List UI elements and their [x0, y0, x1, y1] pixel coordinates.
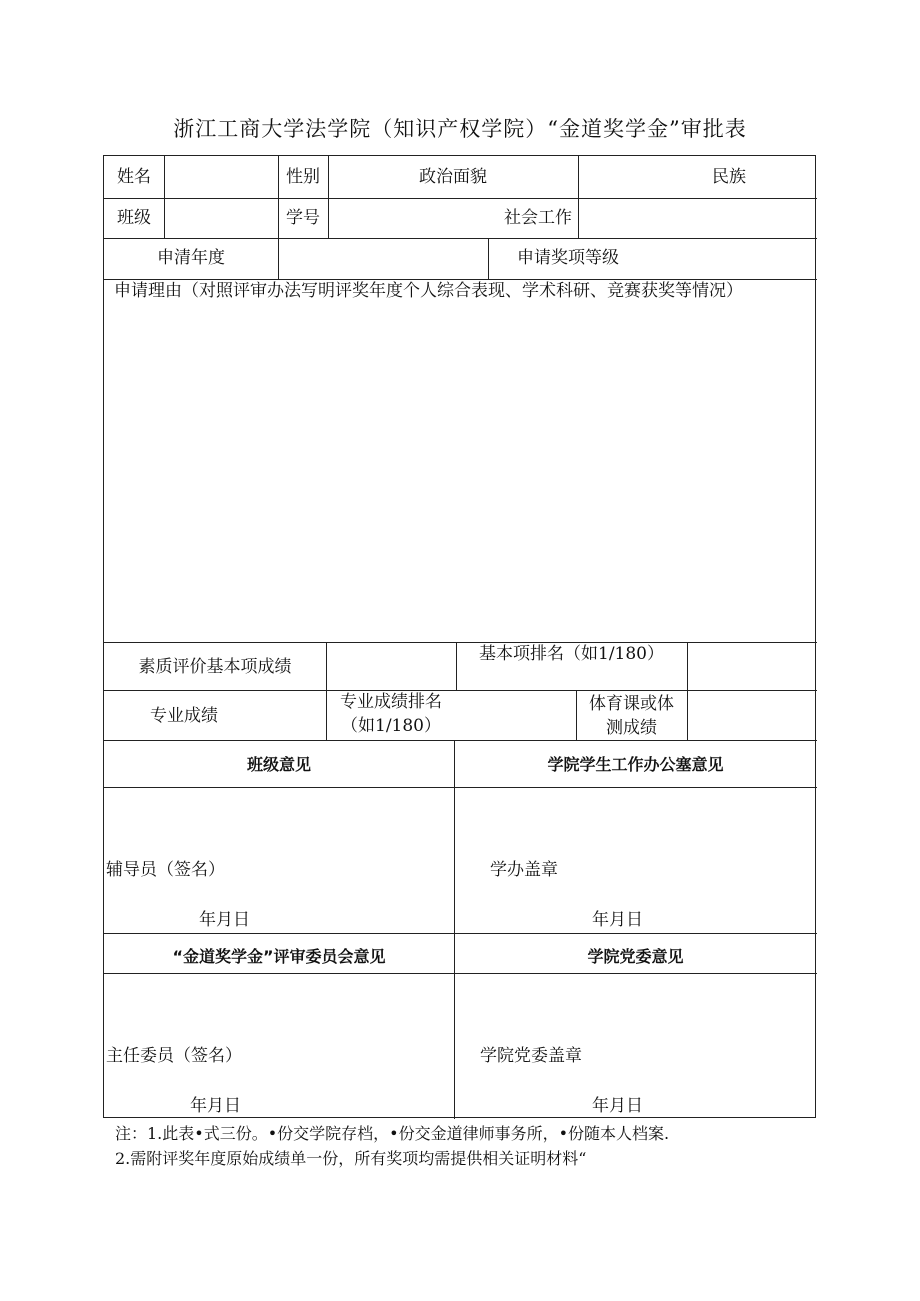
col-divider	[328, 156, 329, 238]
row-divider	[104, 690, 817, 691]
row-divider	[104, 787, 817, 788]
page-title: 浙江工商大学法学院（知识产权学院）“金道奖学金”审批表	[173, 117, 747, 141]
award-level-label: 申请奖项等级	[517, 248, 619, 268]
col-divider	[488, 238, 489, 279]
application-reason-label: 申请理由（对照评审办法写明评奖年度个人综合表现、学术科研、竞赛获奖等情况）	[114, 281, 743, 301]
note-line-1: 注：1.此表•式三份。•份交学院存档，•份交金道律师事务所，•份随本人档案.	[115, 1124, 670, 1143]
major-rank-label-line1: 专业成绩排名	[340, 692, 442, 712]
committee-opinion-date: 年月日	[190, 1096, 241, 1116]
office-opinion-heading: 学院学生工作办公塞意见	[547, 755, 724, 774]
note-line-2: 2.需附评奖年度原始成绩单一份，所有奖项均需提供相关证明材料“	[115, 1149, 587, 1168]
row-divider	[104, 933, 817, 934]
party-opinion-date: 年月日	[592, 1096, 643, 1116]
row-divider	[104, 198, 817, 199]
basic-rank-label: 基本项排名（如1/180）	[479, 644, 664, 664]
approval-form	[103, 155, 816, 1118]
gender-label: 性别	[286, 167, 320, 187]
class-label: 班级	[117, 208, 151, 228]
pe-score-label-line1: 体育课或体	[589, 694, 674, 714]
row-divider	[104, 740, 817, 741]
ethnicity-label: 民族	[712, 167, 746, 187]
committee-opinion-heading: “金道奖学金”评审委员会意见	[172, 947, 386, 966]
student-id-label: 学号	[286, 208, 320, 228]
party-seal-label: 学院党委盖章	[480, 1046, 582, 1066]
col-divider	[278, 238, 279, 279]
class-opinion-heading: 班级意见	[246, 755, 311, 774]
party-opinion-heading: 学院党委意见	[587, 947, 684, 966]
col-divider	[687, 642, 688, 740]
counselor-signature-label: 辅导员（签名）	[106, 860, 225, 880]
office-opinion-date: 年月日	[592, 910, 643, 930]
col-divider	[578, 156, 579, 238]
col-divider	[454, 740, 455, 1119]
political-status-label: 政治面貌	[419, 167, 487, 187]
col-divider	[164, 156, 165, 238]
social-work-label: 社会工作	[504, 208, 572, 228]
major-score-label: 专业成绩	[150, 706, 218, 726]
major-rank-label-line2: （如1/180）	[341, 716, 441, 736]
office-seal-label: 学办盖章	[490, 860, 558, 880]
name-label: 姓名	[117, 167, 151, 187]
row-divider	[104, 238, 817, 239]
quality-basic-score-label: 素质评价基本项成绩	[138, 657, 292, 677]
row-divider	[104, 973, 817, 974]
class-opinion-date: 年月日	[199, 910, 250, 930]
director-signature-label: 主任委员（签名）	[106, 1046, 242, 1066]
pe-score-label-line2: 测成绩	[606, 718, 657, 738]
apply-year-label: 申清年度	[157, 248, 225, 268]
